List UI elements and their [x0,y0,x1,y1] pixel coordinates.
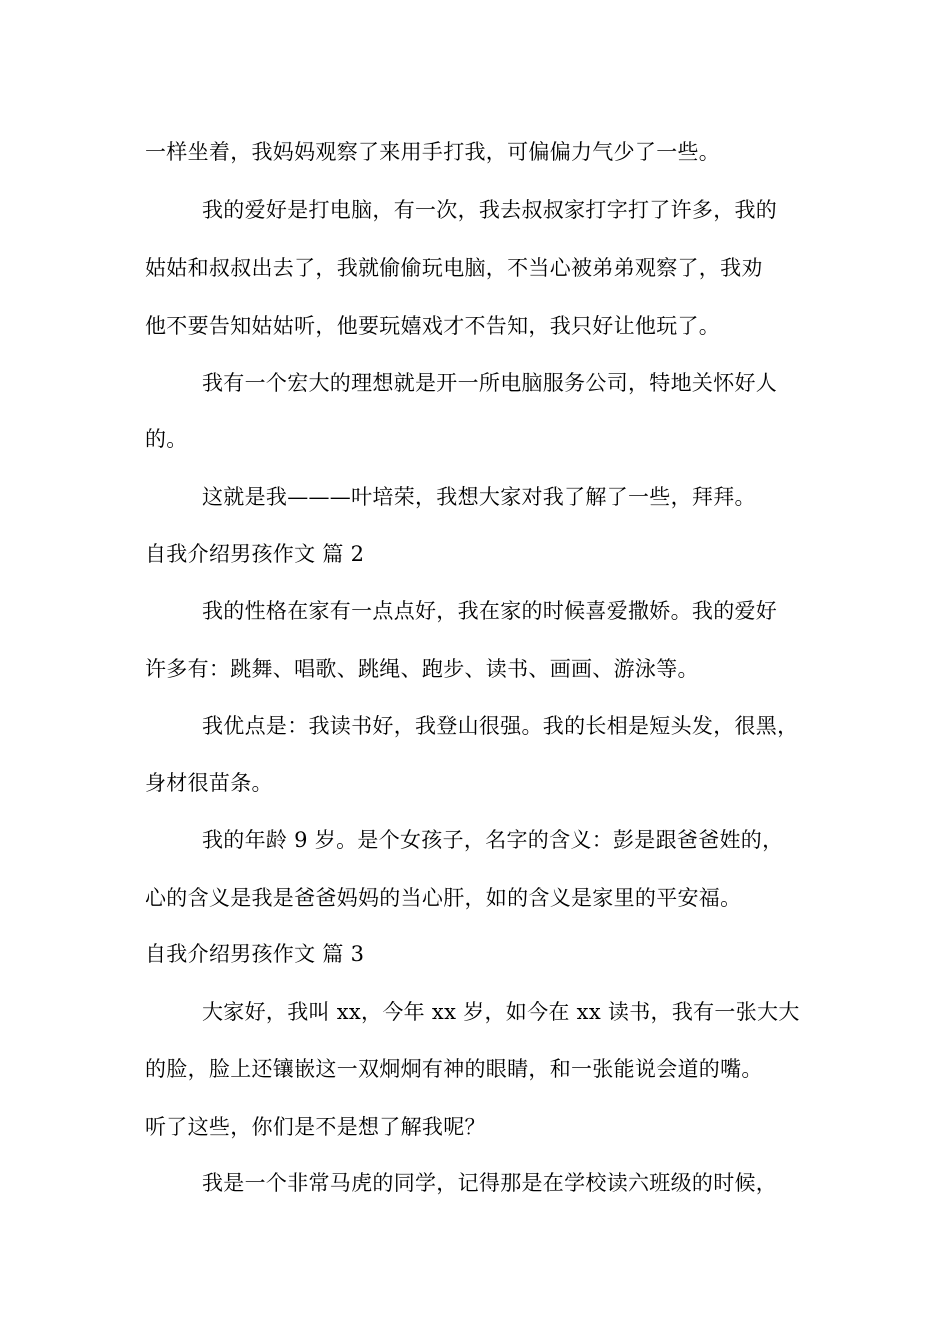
paragraph-line: 听了这些，你们是不是想了解我呢？ [145,1115,486,1139]
paragraph-line: 身材很苗条。 [145,771,273,795]
paragraph-line: 大家好，我叫 xx，今年 xx 岁，如今在 xx 读书，我有一张大大 [202,1000,800,1024]
paragraph-line: 我的性格在家有一点点好，我在家的时候喜爱撒娇。我的爱好 [202,599,778,623]
paragraph-line: 姑姑和叔叔出去了，我就偷偷玩电脑，不当心被弟弟观察了，我劝 [145,256,763,280]
paragraph-line: 这就是我———叶培荣，我想大家对我了解了一些，拜拜。 [202,485,756,509]
paragraph-line: 我的年龄 9 岁。是个女孩子，名字的含义：彭是跟爸爸姓的， [202,828,784,852]
paragraph-line: 我有一个宏大的理想就是开一所电脑服务公司，特地关怀好人 [202,371,778,395]
section-heading: 自我介绍男孩作文 篇 3 [145,942,365,966]
paragraph-line: 的。 [145,427,188,451]
paragraph-line: 他不要告知姑姑听，他要玩嬉戏才不告知，我只好让他玩了。 [145,314,721,338]
paragraph-line: 我的爱好是打电脑，有一次，我去叔叔家打字打了许多，我的 [202,198,778,222]
paragraph-line: 我是一个非常马虎的同学，记得那是在学校读六班级的时候， [202,1171,778,1195]
paragraph-line: 一样坐着，我妈妈观察了来用手打我，可偏偏力气少了一些。 [145,140,721,164]
paragraph-line: 心的含义是我是爸爸妈妈的当心肝，如的含义是家里的平安福。 [145,886,742,910]
paragraph-line: 的脸，脸上还镶嵌这一双炯炯有神的眼睛，和一张能说会道的嘴。 [145,1057,763,1081]
paragraph-line: 许多有：跳舞、唱歌、跳绳、跑步、读书、画画、游泳等。 [145,657,699,681]
section-heading: 自我介绍男孩作文 篇 2 [145,542,365,566]
paragraph-line: 我优点是：我读书好，我登山很强。我的长相是短头发，很黑， [202,714,799,738]
